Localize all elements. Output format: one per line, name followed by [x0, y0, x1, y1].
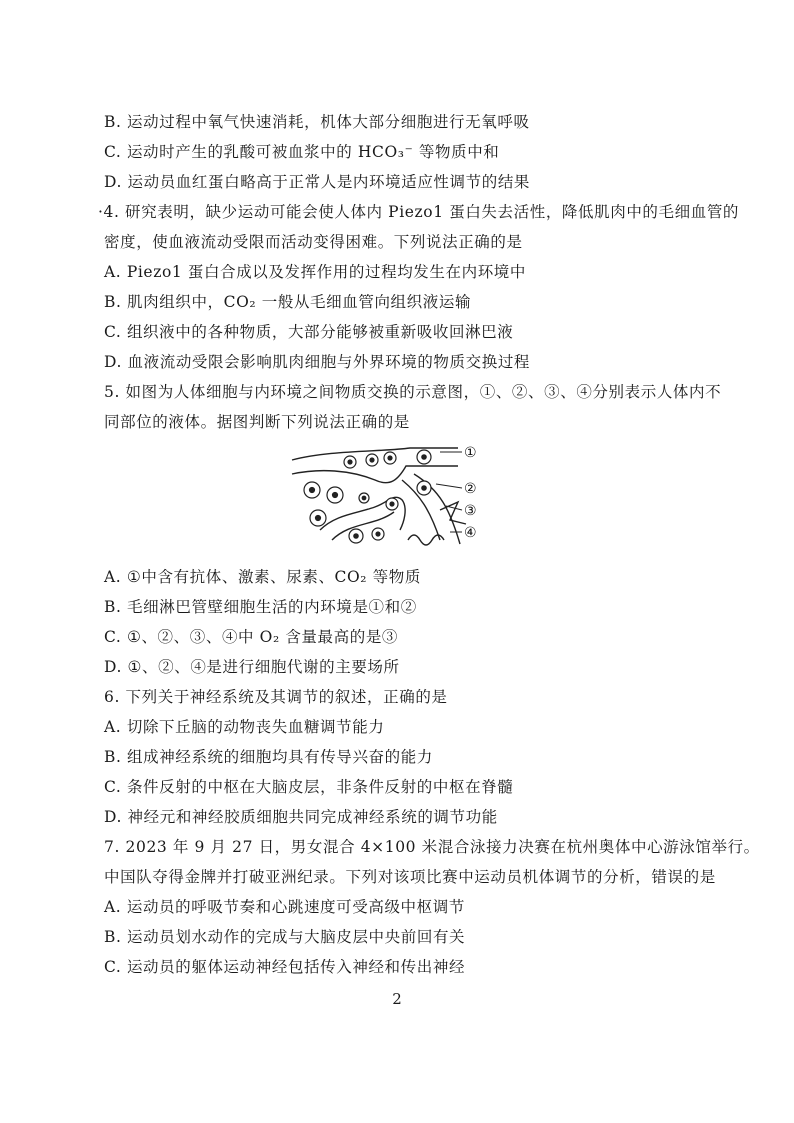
- q4-option-b: B. 肌肉组织中，CO₂ 一般从毛细血管向组织液运输: [104, 293, 472, 311]
- label-3: ③: [464, 503, 477, 519]
- page-number: 2: [392, 990, 402, 1008]
- q5-stem: 5. 如图为人体细胞与内环境之间物质交换的示意图，①、②、③、④分别表示人体内不: [104, 383, 722, 401]
- q4-option-c: C. 组织液中的各种物质，大部分能够被重新吸收回淋巴液: [104, 323, 514, 341]
- label-1: ①: [464, 445, 477, 461]
- q4-option-d: D. 血液流动受限会影响肌肉细胞与外界环境的物质交换过程: [104, 353, 531, 371]
- q3-option-d: D. 运动员血红蛋白略高于正常人是内环境适应性调节的结果: [104, 173, 531, 191]
- q6-option-d: D. 神经元和神经胶质细胞共同完成神经系统的调节功能: [104, 808, 498, 826]
- q3-option-c: C. 运动时产生的乳酸可被血浆中的 HCO₃⁻ 等物质中和: [104, 143, 500, 161]
- label-4: ④: [464, 525, 477, 541]
- q5-option-b: B. 毛细淋巴管壁细胞生活的内环境是①和②: [104, 598, 417, 616]
- q6-option-b: B. 组成神经系统的细胞均具有传导兴奋的能力: [104, 748, 433, 766]
- q7-stem: 7. 2023 年 9 月 27 日，男女混合 4×100 米混合泳接力决赛在杭州奥体中心游泳馆举行。: [104, 838, 760, 856]
- q7-option-a: A. 运动员的呼吸节奏和心跳速度可受高级中枢调节: [104, 898, 465, 916]
- q6-option-a: A. 切除下丘脑的动物丧失血糖调节能力: [104, 718, 385, 736]
- q5-option-d: D. ①、②、④是进行细胞代谢的主要场所: [104, 658, 400, 676]
- q7-option-c: C. 运动员的躯体运动神经包括传入神经和传出神经: [104, 958, 466, 976]
- q7-option-b: B. 运动员划水动作的完成与大脑皮层中央前回有关: [104, 928, 466, 946]
- q6-stem: 6. 下列关于神经系统及其调节的叙述，正确的是: [104, 688, 448, 706]
- q4-stem-cont: 密度，使血液流动受限而活动变得困难。下列说法正确的是: [104, 233, 523, 251]
- q5-option-a: A. ①中含有抗体、激素、尿素、CO₂ 等物质: [104, 568, 421, 586]
- q4-option-a: A. Piezo1 蛋白合成以及发挥作用的过程均发生在内环境中: [104, 263, 526, 281]
- label-2: ②: [464, 481, 477, 497]
- q5-option-c: C. ①、②、③、④中 O₂ 含量最高的是③: [104, 628, 399, 646]
- q5-stem-cont: 同部位的液体。据图判断下列说法正确的是: [104, 413, 410, 431]
- body-fluid-exchange-diagram: [290, 440, 490, 552]
- q4-stem: ·4. 研究表明，缺少运动可能会使人体内 Piezo1 蛋白失去活性，降低肌肉中的毛细血管的: [98, 203, 740, 221]
- q7-stem-cont: 中国队夺得金牌并打破亚洲纪录。下列对该项比赛中运动员机体调节的分析，错误的是: [104, 868, 716, 886]
- q6-option-c: C. 条件反射的中枢在大脑皮层，非条件反射的中枢在脊髓: [104, 778, 514, 796]
- q3-option-b: B. 运动过程中氧气快速消耗，机体大部分细胞进行无氧呼吸: [104, 113, 530, 131]
